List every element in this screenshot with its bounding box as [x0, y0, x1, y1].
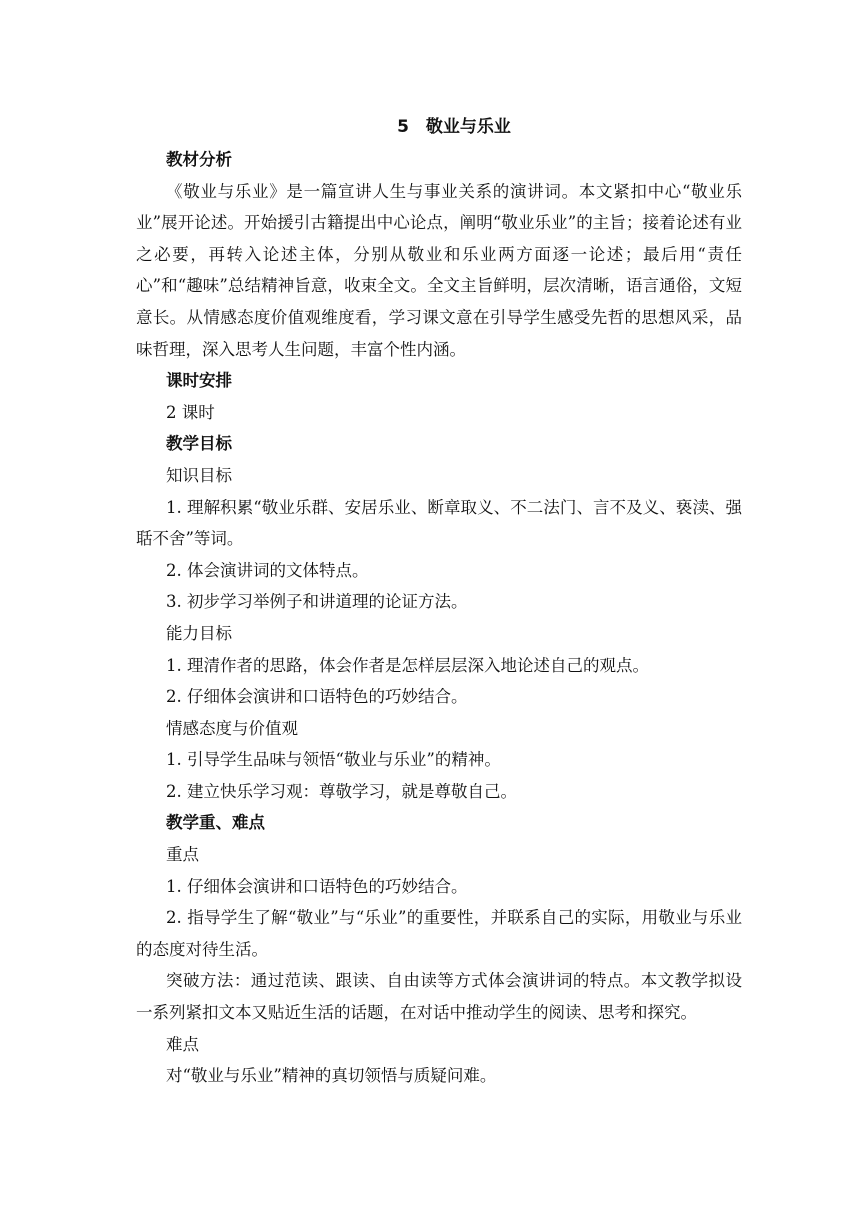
- focus-label: 重点: [166, 845, 199, 865]
- knowledge-goal-item: 1. 理解积累“敬业乐群、安居乐业、断章取义、不二法门、言不及义、亵渎、强聒不舍”等词。: [136, 497, 742, 549]
- focus-item: 2. 指导学生了解“敬业”与“乐业”的重要性，并联系自己的实际，用敬业与乐业的态度对待生活。: [136, 908, 742, 959]
- emotion-goals-label: 情感态度与价值观: [166, 718, 298, 738]
- focus-item: 1. 仔细体会演讲和口语特色的巧妙结合。: [166, 876, 468, 896]
- heading-analysis: 教材分析: [166, 150, 232, 169]
- schedule-text: 2 课时: [166, 402, 215, 422]
- heading-keypoints: 教学重、难点: [166, 813, 265, 833]
- analysis-paragraph: 《敬业与乐业》是一篇宣讲人生与事业关系的演讲词。本文紧扣中心“敬业乐业”展开论述。开始援引古籍提出中心论点，阐明“敬业乐业”的主旨；接着论述有业之必要，再转入论述主体，分别从敬业和乐业两方面逐一论述；最后用“责任心”和“趣味”总结精神旨意，收束全文。全文主旨鲜明，层次清晰，语言通俗，文短意长。从情感态度价值观维度看，学习课文意在引导学生感受先哲的思想风采，品味哲理，深入思考人生问题，丰富个性内涵。: [136, 181, 742, 359]
- emotion-goal-item: 2. 建立快乐学习观：尊敬学习，就是尊敬自己。: [166, 781, 517, 801]
- emotion-goal-item: 1. 引导学生品味与领悟“敬业与乐业”的精神。: [166, 750, 501, 770]
- difficulty-label: 难点: [166, 1034, 199, 1054]
- document-title: 5 敬业与乐业: [397, 117, 511, 137]
- knowledge-goal-item: 3. 初步学习举例子和讲道理的论证方法。: [166, 592, 468, 612]
- heading-schedule: 课时安排: [166, 371, 232, 391]
- ability-goal-item: 1. 理清作者的思路，体会作者是怎样层层深入地论述自己的观点。: [166, 655, 649, 675]
- difficulty-text: 对“敬业与乐业”精神的真切领悟与质疑问难。: [166, 1066, 497, 1086]
- heading-goals: 教学目标: [166, 434, 232, 454]
- ability-goal-item: 2. 仔细体会演讲和口语特色的巧妙结合。: [166, 687, 468, 707]
- ability-goals-label: 能力目标: [166, 623, 232, 643]
- focus-method: 突破方法：通过范读、跟读、自由读等方式体会演讲词的特点。本文教学拟设一系列紧扣文本又贴近生活的话题，在对话中推动学生的阅读、思考和探究。: [136, 971, 742, 1023]
- knowledge-goal-item: 2. 体会演讲词的文体特点。: [166, 560, 369, 580]
- knowledge-goals-label: 知识目标: [166, 465, 232, 485]
